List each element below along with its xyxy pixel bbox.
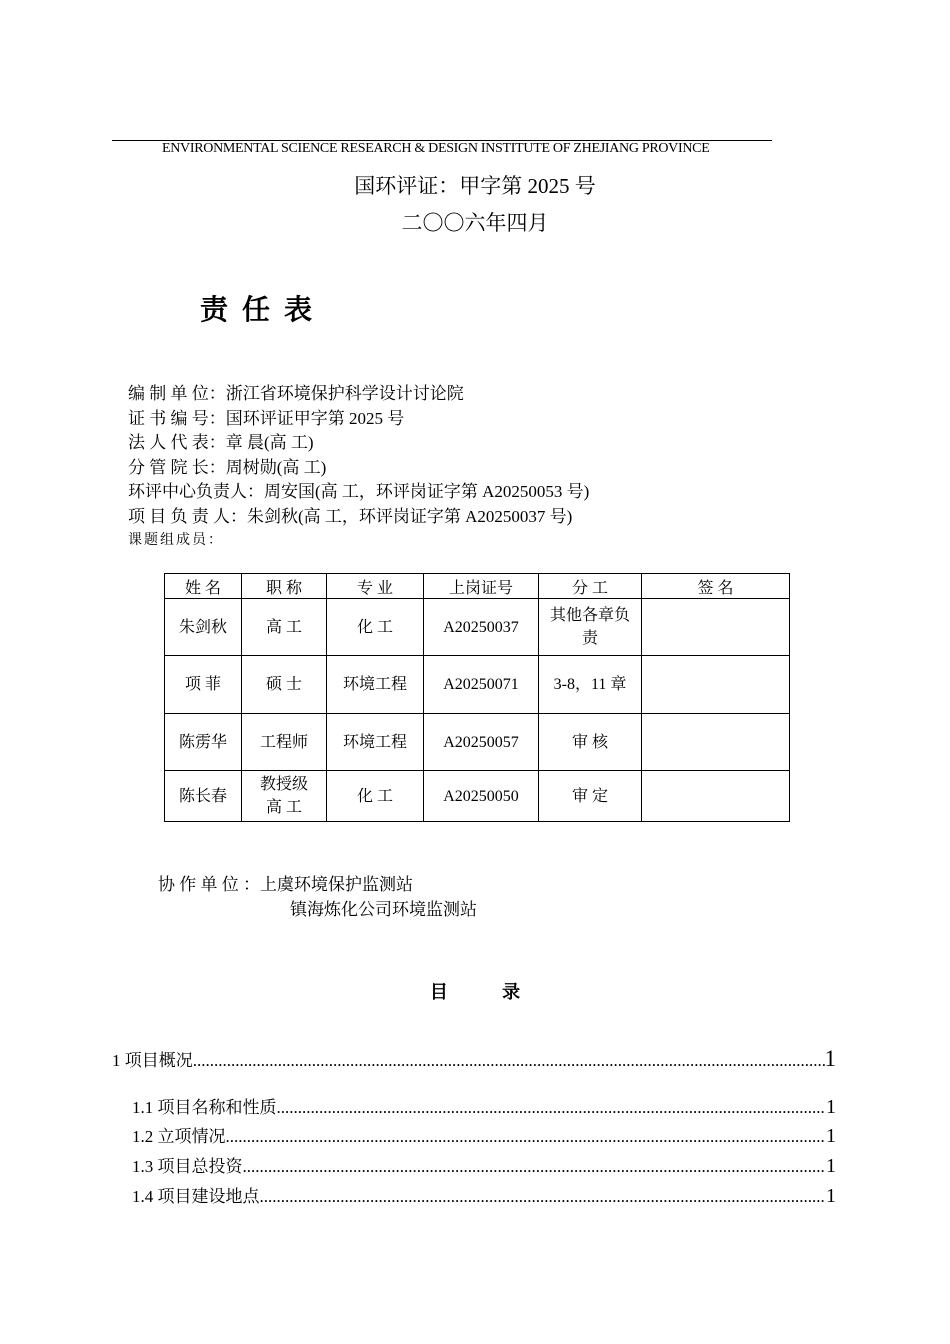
toc-entry-1-3[interactable]	[112, 1152, 836, 1178]
staff-table	[164, 573, 790, 822]
info-label: 法 人 代 表：	[128, 433, 226, 452]
cell-title: 教授级高 工	[242, 771, 327, 822]
certificate-number: 国环评证：甲字第 2025 号	[354, 174, 596, 198]
info-row-legal-rep	[128, 431, 589, 456]
info-value: 周安国(高 工，环评岗证字第 A20250053 号)	[264, 482, 590, 501]
info-value: 朱剑秋(高 工，环评岗证字第 A20250037 号)	[247, 506, 573, 526]
toc-page-number: 1	[824, 1046, 836, 1071]
coop-unit-2: 镇海炼化公司环境监测站	[290, 900, 477, 919]
col-header-title: 职 称	[242, 574, 327, 599]
cell-cert: A20250037	[424, 599, 539, 656]
col-header-sign: 签 名	[642, 574, 790, 599]
toc-entry-text: 1.1 项目名称和性质	[132, 1098, 277, 1117]
toc-page-number: 1	[826, 1155, 836, 1177]
cell-sign	[642, 599, 790, 656]
cell-title: 高 工	[242, 599, 327, 656]
table-row	[165, 656, 790, 714]
cell-major: 化 工	[327, 771, 424, 822]
table-row	[165, 771, 790, 822]
info-label: 环评中心负责人：	[128, 482, 264, 501]
cell-sign	[642, 714, 790, 771]
cell-major: 环境工程	[327, 714, 424, 771]
info-row-unit	[128, 382, 589, 407]
toc-entry-1-1[interactable]	[112, 1093, 836, 1119]
institute-english-name: ENVIRONMENTAL SCIENCE RESEARCH & DESIGN INSTITUTE OF ZHEJIANG PROVINCE	[162, 141, 710, 156]
cooperation-units	[158, 872, 477, 922]
cell-duty: 审 定	[539, 771, 642, 822]
info-row-cert	[128, 407, 589, 432]
table-row	[165, 599, 790, 656]
toc-page-number: 1	[826, 1125, 836, 1147]
cell-cert: A20250057	[424, 714, 539, 771]
toc-leader-dots	[260, 1187, 827, 1207]
cell-name: 陈长春	[165, 771, 242, 822]
table-row	[165, 714, 790, 771]
col-header-name: 姓 名	[165, 574, 242, 599]
cell-cert: A20250050	[424, 771, 539, 822]
cell-title: 硕 士	[242, 656, 327, 714]
cell-cert: A20250071	[424, 656, 539, 714]
toc-page-number: 1	[826, 1096, 836, 1118]
coop-line-1	[158, 872, 477, 897]
info-label: 项 目 负 责 人：	[128, 506, 247, 526]
col-header-cert: 上岗证号	[424, 574, 539, 599]
toc-entry-text: 1.4 项目建设地点	[132, 1187, 260, 1206]
toc-leader-dots	[226, 1127, 827, 1147]
info-label: 分 管 院 长：	[128, 457, 226, 477]
info-value: 国环评证甲字第 2025 号	[225, 408, 405, 428]
col-header-duty: 分 工	[539, 574, 642, 599]
cell-sign	[642, 771, 790, 822]
toc-entry-1-2[interactable]	[112, 1122, 836, 1148]
cell-sign	[642, 656, 790, 714]
table-header-row	[165, 574, 790, 599]
toc-leader-dots	[243, 1157, 827, 1177]
toc-entry-text: 1.2 立项情况	[132, 1127, 226, 1146]
toc-leader-dots	[193, 1051, 825, 1071]
cell-duty: 3-8，11 章	[539, 656, 642, 714]
toc-entry-text: 1.3 项目总投资	[132, 1157, 243, 1176]
responsibility-info	[128, 382, 589, 554]
info-label: 编 制 单 位：	[128, 384, 226, 403]
coop-label: 协 作 单 位 ：	[158, 875, 260, 894]
toc-leader-dots	[277, 1098, 827, 1118]
info-label: 证 书 编 号：	[128, 408, 226, 428]
cell-title: 工程师	[242, 714, 327, 771]
cell-name: 陈雳华	[165, 714, 242, 771]
cell-duty: 其他各章负责	[539, 599, 642, 656]
col-header-major: 专 业	[327, 574, 424, 599]
toc-entry-text: 1 项目概况	[112, 1051, 193, 1070]
toc-entry-1[interactable]	[112, 1046, 836, 1072]
cell-duty: 审 核	[539, 714, 642, 771]
toc-page-number: 1	[826, 1185, 836, 1207]
coop-unit-1: 上虞环境保护监测站	[260, 875, 413, 894]
info-row-project-lead	[128, 505, 589, 530]
toc-title: 目 录	[429, 982, 521, 1003]
toc-entry-1-4[interactable]	[112, 1182, 836, 1208]
info-value: 章 晨(高 工)	[225, 433, 314, 452]
members-label: 课题组成员：	[128, 533, 224, 548]
cell-major: 化 工	[327, 599, 424, 656]
cell-name: 项 菲	[165, 656, 242, 714]
info-value: 周树勋(高 工)	[225, 457, 327, 477]
report-date: 二〇〇六年四月	[401, 211, 549, 235]
cell-name: 朱剑秋	[165, 599, 242, 656]
responsibility-title: 责任表	[200, 293, 327, 326]
info-row-vice-director	[128, 456, 589, 481]
info-value: 浙江省环境保护科学设计讨论院	[225, 384, 464, 403]
info-row-center-head	[128, 480, 589, 505]
cell-major: 环境工程	[327, 656, 424, 714]
